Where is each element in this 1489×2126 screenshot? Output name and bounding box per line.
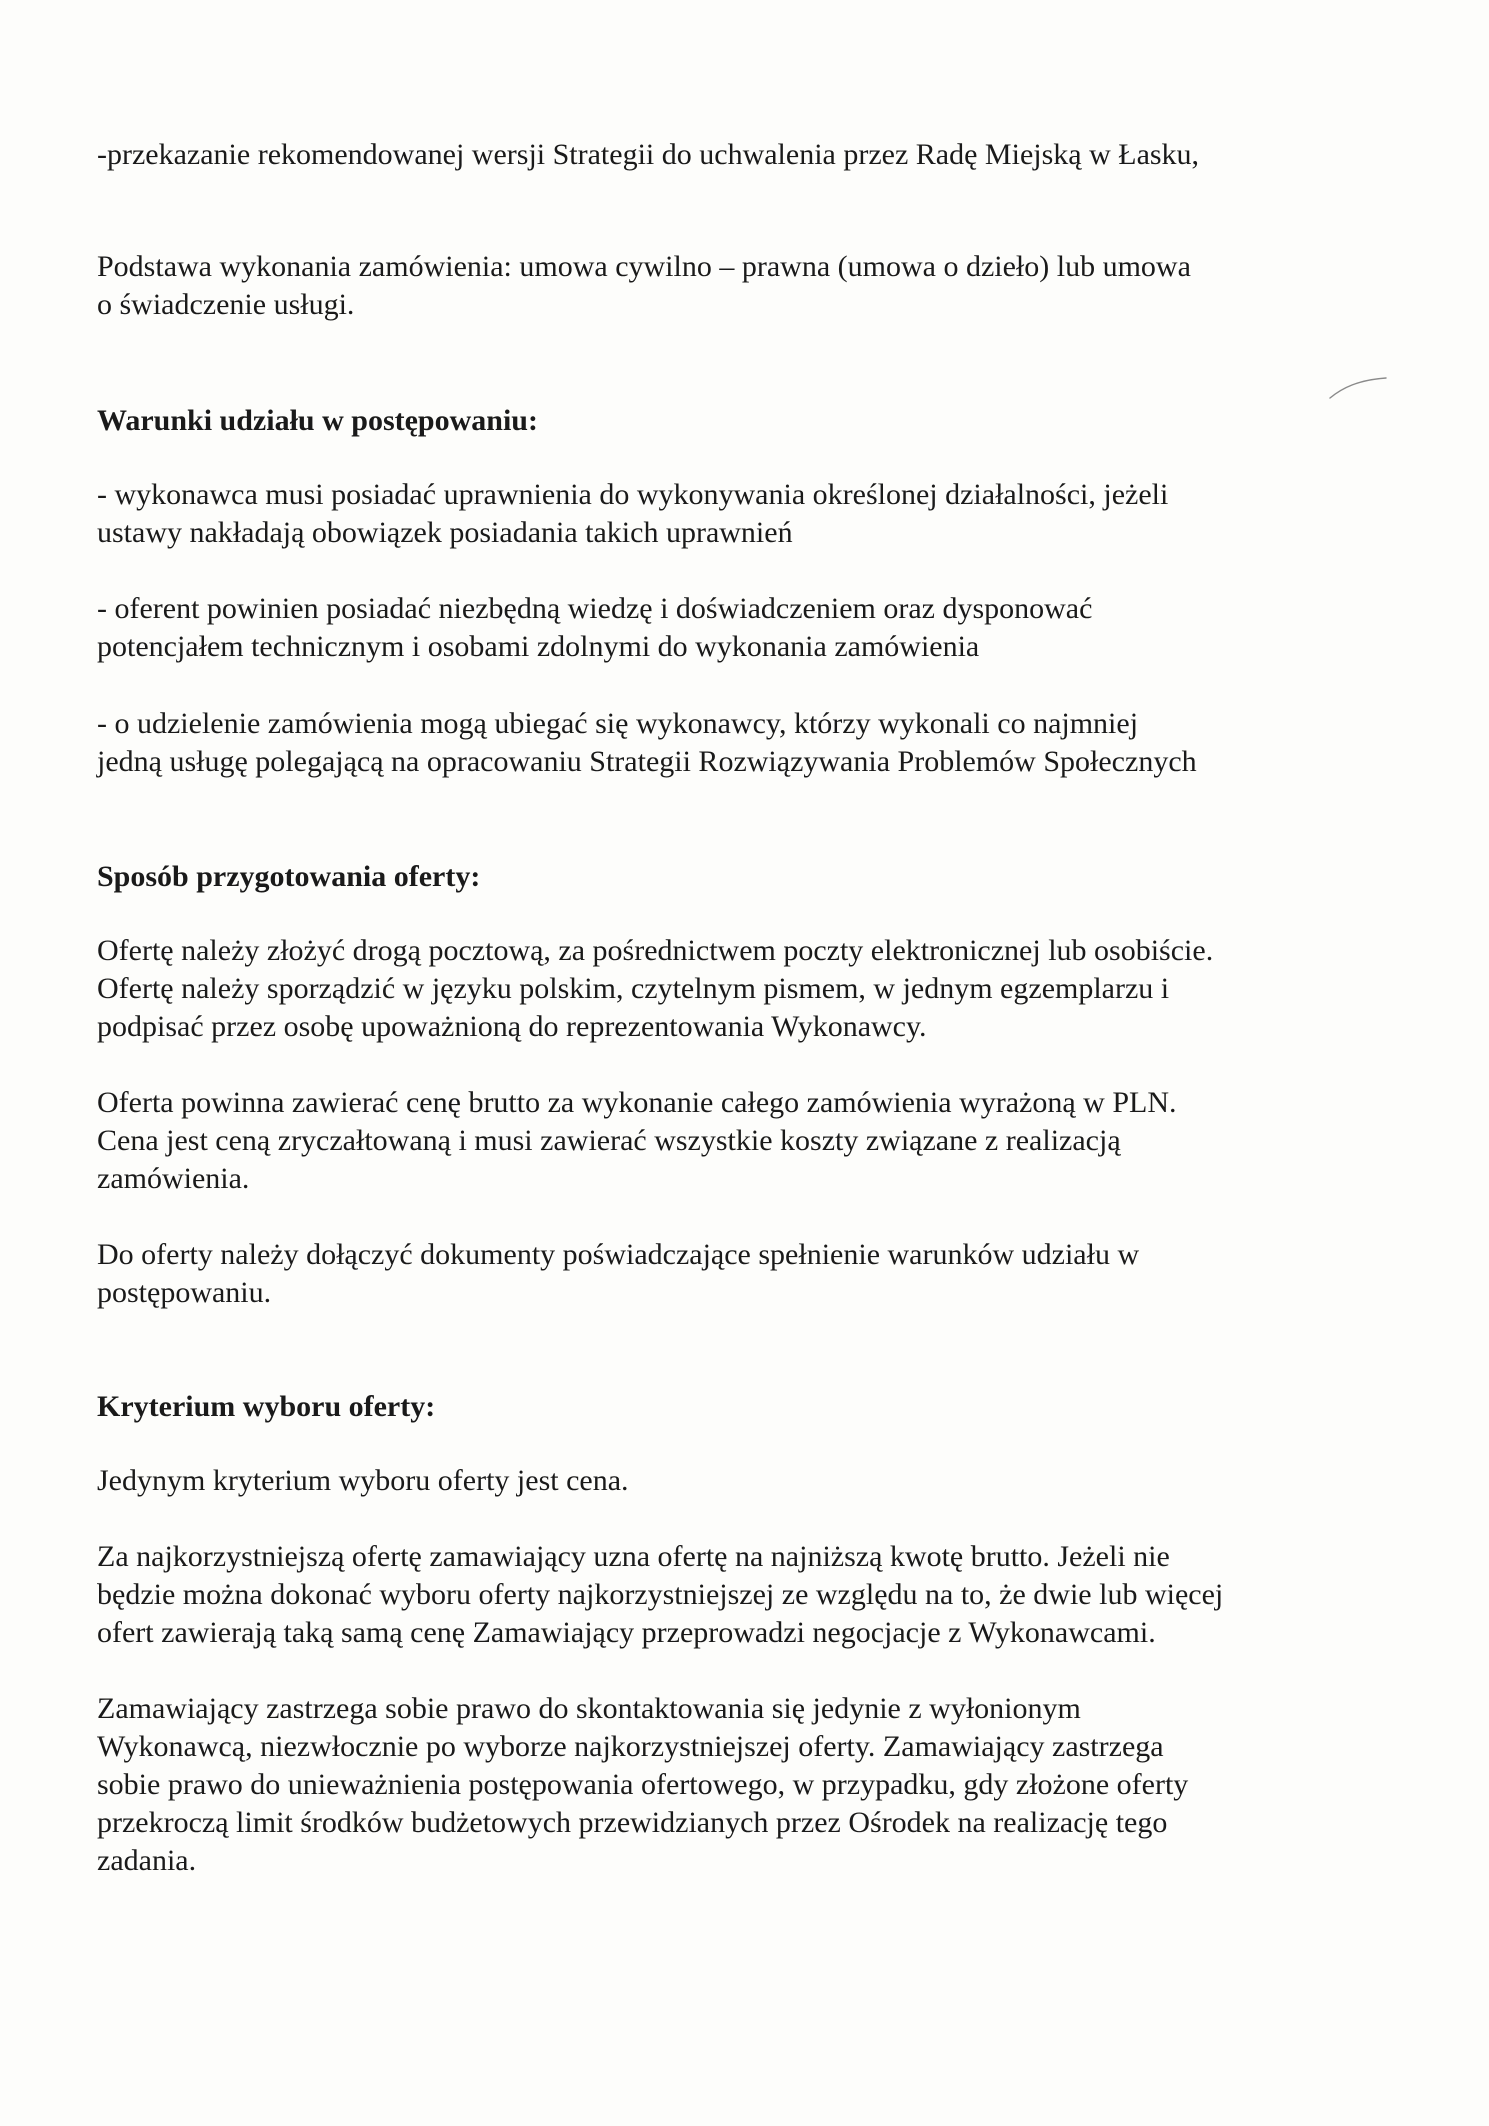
intro-line: -przekazanie rekomendowanej wersji Strategii do uchwalenia przez Radę Miejską w Łasku, [97, 138, 1200, 171]
text-line: - o udzielenie zamówienia mogą ubiegać się wykonawcy, którzy wykonali co najmniej [97, 707, 1139, 740]
intro-paragraph [97, 136, 1397, 174]
criteria-paragraph [97, 1538, 1397, 1652]
text-line: ofert zawierają taką samą cenę Zamawiający przeprowadzi negocjacje z Wykonawcami. [97, 1616, 1156, 1649]
selection-criteria-heading: Kryterium wyboru oferty: [97, 1390, 436, 1423]
contract-basis-paragraph [97, 248, 1397, 324]
pen-stroke-mark [1328, 372, 1388, 402]
text-line: jedną usługę polegającą na opracowaniu Strategii Rozwiązywania Problemów Społecznych [97, 745, 1197, 778]
offer-paragraph [97, 932, 1397, 1046]
text-line: - oferent powinien posiadać niezbędną wiedzę i doświadczeniem oraz dysponować [97, 592, 1093, 625]
text-line: Za najkorzystniejszą ofertę zamawiający uzna ofertę na najniższą kwotę brutto. Jeżeli nie [97, 1540, 1170, 1573]
condition-item [97, 705, 1397, 781]
text-line: Do oferty należy dołączyć dokumenty poświadczające spełnienie warunków udziału w [97, 1238, 1140, 1271]
text-line: Cena jest ceną zryczałtowaną i musi zawierać wszystkie koszty związane z realizacją [97, 1124, 1121, 1157]
text-line: ustawy nakładają obowiązek posiadania takich uprawnień [97, 516, 793, 549]
text-line: zadania. [97, 1844, 197, 1877]
conditions-heading: Warunki udziału w postępowaniu: [97, 404, 538, 437]
text-line: postępowaniu. [97, 1276, 272, 1309]
criteria-paragraph [97, 1462, 1397, 1500]
text-line: - wykonawca musi posiadać uprawnienia do wykonywania określonej działalności, jeżeli [97, 478, 1169, 511]
text-line: Ofertę należy złożyć drogą pocztową, za pośrednictwem poczty elektronicznej lub osobiście. [97, 934, 1214, 967]
text-line: przekroczą limit środków budżetowych przewidzianych przez Ośrodek na realizację tego [97, 1806, 1168, 1839]
offer-paragraph [97, 1084, 1397, 1198]
condition-item [97, 476, 1397, 552]
text-line: o świadczenie usługi. [97, 288, 355, 321]
text-line: Zamawiający zastrzega sobie prawo do skontaktowania się jedynie z wyłonionym [97, 1692, 1081, 1725]
text-line: Wykonawcą, niezwłocznie po wyborze najkorzystniejszej oferty. Zamawiający zastrzega [97, 1730, 1164, 1763]
text-line: sobie prawo do unieważnienia postępowania ofertowego, w przypadku, gdy złożone oferty [97, 1768, 1189, 1801]
text-line: Podstawa wykonania zamówienia: umowa cywilno – prawna (umowa o dzieło) lub umowa [97, 250, 1191, 283]
text-line: Jedynym kryterium wyboru oferty jest cena. [97, 1464, 629, 1497]
text-line: będzie można dokonać wyboru oferty najkorzystniejszej ze względu na to, że dwie lub więcej [97, 1578, 1224, 1611]
text-line: potencjałem technicznym i osobami zdolnymi do wykonania zamówienia [97, 630, 980, 663]
criteria-paragraph [97, 1690, 1397, 1880]
offer-paragraph [97, 1236, 1397, 1312]
text-line: Oferta powinna zawierać cenę brutto za wykonanie całego zamówienia wyrażoną w PLN. [97, 1086, 1177, 1119]
text-line: zamówienia. [97, 1162, 250, 1195]
offer-preparation-heading: Sposób przygotowania oferty: [97, 860, 481, 893]
condition-item [97, 590, 1397, 666]
text-line: podpisać przez osobę upoważnioną do reprezentowania Wykonawcy. [97, 1010, 927, 1043]
text-line: Ofertę należy sporządzić w języku polskim, czytelnym pismem, w jednym egzemplarzu i [97, 972, 1170, 1005]
